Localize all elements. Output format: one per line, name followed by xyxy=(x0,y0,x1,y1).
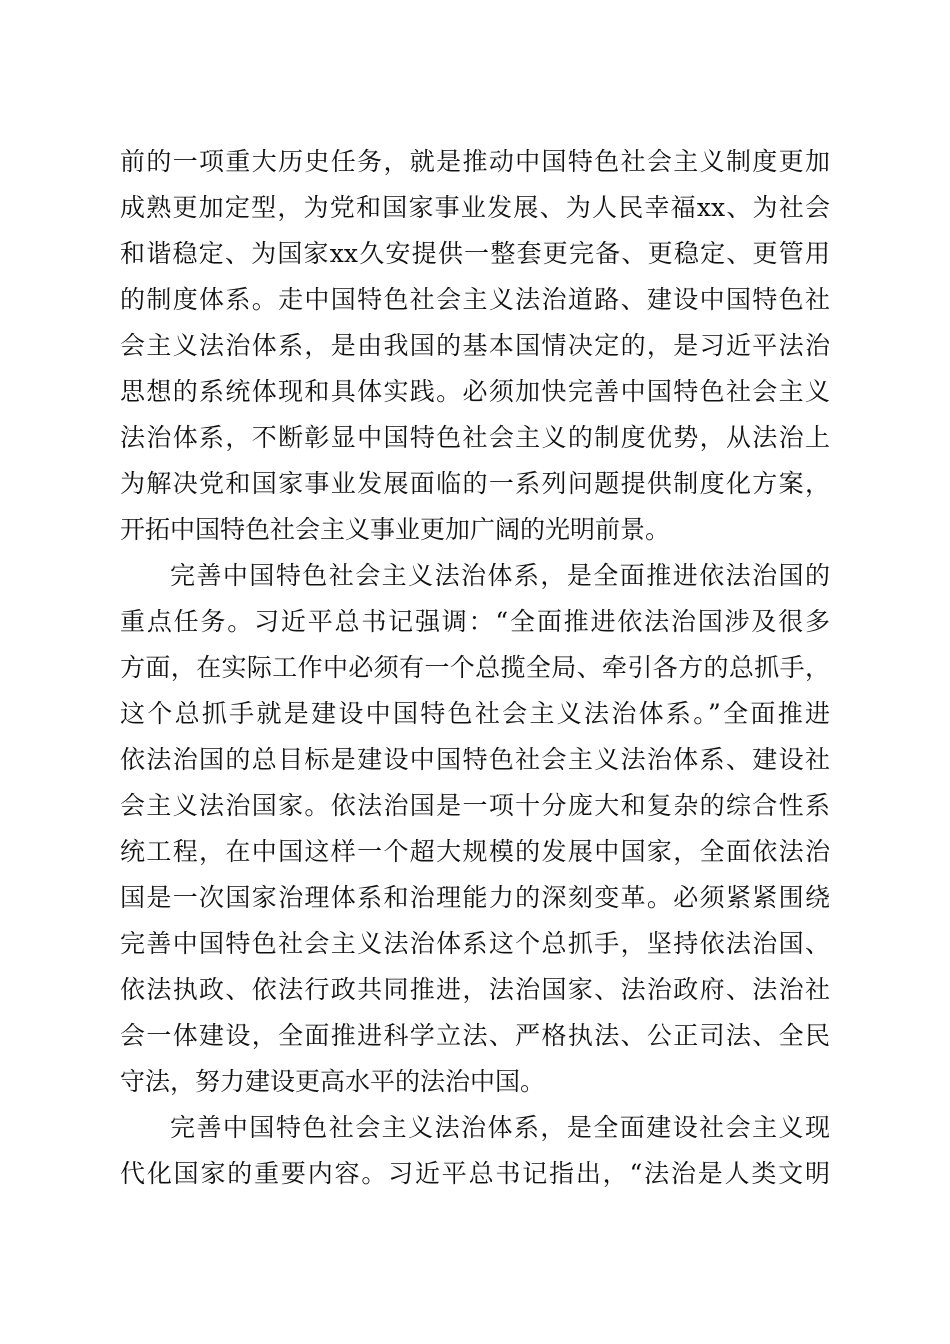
text-line: 法治体系，不断彰显中国特色社会主义的制度优势，从法治上 xyxy=(120,423,830,452)
text-line: 会主义法治国家。依法治国是一项十分庞大和复杂的综合性系 xyxy=(120,791,830,820)
text-line: 为解决党和国家事业发展面临的一系列问题提供制度化方案， xyxy=(120,469,830,498)
text-line: 这个总抓手就是建设中国特色社会主义法治体系。”全面推进 xyxy=(120,699,830,728)
text-line: 代化国家的重要内容。习近平总书记指出，“法治是人类文明 xyxy=(120,1159,830,1188)
paragraph-start-line: 完善中国特色社会主义法治体系，是全面建设社会主义现 xyxy=(170,1113,830,1142)
text-line: 思想的系统体现和具体实践。必须加快完善中国特色社会主义 xyxy=(120,377,830,406)
text-line: 完善中国特色社会主义法治体系这个总抓手，坚持依法治国、 xyxy=(120,929,830,958)
text-line: 会一体建设，全面推进科学立法、严格执法、公正司法、全民 xyxy=(120,1021,830,1050)
text-line: 重点任务。习近平总书记强调：“全面推进依法治国涉及很多 xyxy=(120,607,830,636)
paragraph-end-line: 守法，努力建设更高水平的法治中国。 xyxy=(120,1067,546,1096)
text-line: 成熟更加定型，为党和国家事业发展、为人民幸福xx、为社会 xyxy=(120,193,830,222)
text-line: 的制度体系。走中国特色社会主义法治道路、建设中国特色社 xyxy=(120,285,830,314)
text-line: 会主义法治体系，是由我国的基本国情决定的，是习近平法治 xyxy=(120,331,830,360)
text-line: 前的一项重大历史任务，就是推动中国特色社会主义制度更加 xyxy=(120,147,830,176)
paragraph-end-line: 开拓中国特色社会主义事业更加广阔的光明前景。 xyxy=(120,515,671,544)
text-line: 和谐稳定、为国家xx久安提供一整套更完备、更稳定、更管用 xyxy=(120,239,830,268)
text-line: 依法执政、依法行政共同推进，法治国家、法治政府、法治社 xyxy=(120,975,830,1004)
text-line: 国是一次国家治理体系和治理能力的深刻变革。必须紧紧围绕 xyxy=(120,883,830,912)
paragraph-start-line: 完善中国特色社会主义法治体系，是全面推进依法治国的 xyxy=(170,561,830,590)
text-line: 依法治国的总目标是建设中国特色社会主义法治体系、建设社 xyxy=(120,745,830,774)
text-line: 统工程，在中国这样一个超大规模的发展中国家，全面依法治 xyxy=(120,837,830,866)
text-line: 方面，在实际工作中必须有一个总揽全局、牵引各方的总抓手， xyxy=(120,653,830,682)
